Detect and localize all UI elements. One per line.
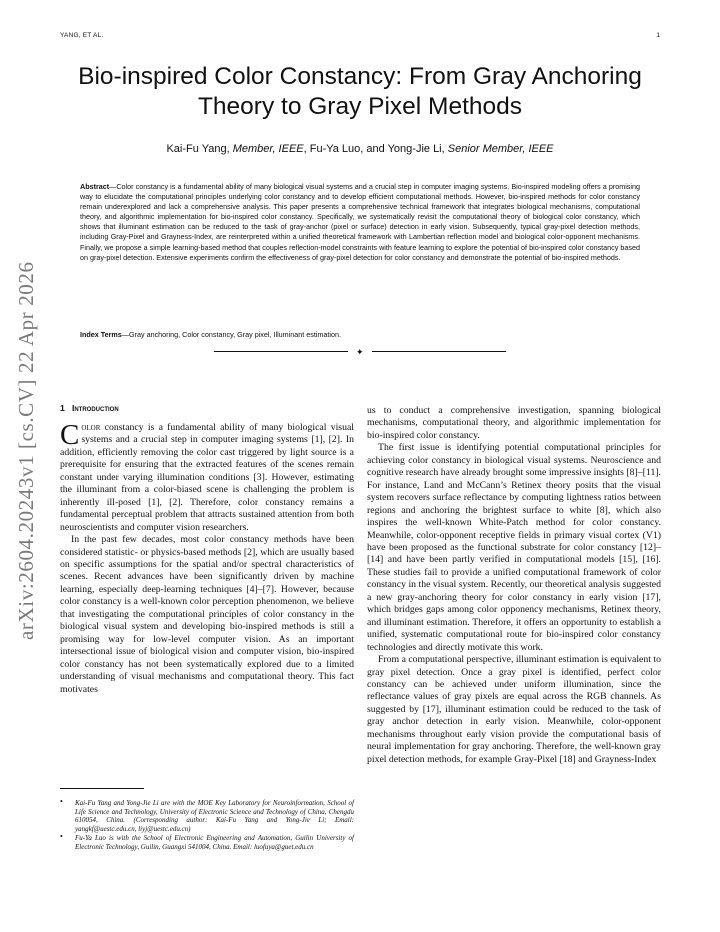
right-column bbox=[367, 405, 661, 766]
abstract-label: Abstract bbox=[80, 182, 110, 191]
left-column bbox=[60, 419, 354, 696]
author-1: Kai-Fu Yang, bbox=[166, 143, 233, 155]
footnote-text: Kai-Fu Yang and Yong-Jie Li are with the MOE Key Laboratory for Neuroinformation, School of Life Science and Technology, University of Electronic Science and Technology of China, Chengdu 610054, China. (Corresponding author: Kai-Fu Yang and Yong-Jie Li; Email: yangkf@uestc.edu.cn, liyj@uestc.edu.cn) bbox=[75, 799, 354, 833]
footnote-rule bbox=[60, 788, 144, 789]
index-terms-text: —Gray anchoring, Color constancy, Gray pixel, Illuminant estimation. bbox=[121, 330, 341, 339]
section-number: 1 bbox=[60, 403, 65, 413]
footnote-item bbox=[60, 799, 354, 833]
footnote-text: Fu-Ya Luo is with the School of Electronic Engineering and Automation, Guilin University of Electronic Technology, Guilin, Guangxi 541004, China. Email: luofuya@guet.edu.cn bbox=[75, 834, 354, 851]
intro-paragraph-1 bbox=[60, 419, 354, 534]
abstract-text: —Color constancy is a fundamental ability of many biological visual systems and a crucial step in computer imaging systems. Bio-inspired modeling offers a promising way to elucidate the computational principles underlying color constancy and to develop efficient computational methods. However, bio-inspired methods for color constancy remain underexplored and lack a comprehensive analysis. This paper presents a comprehensive technical framework that integrates biological mechanisms, computational theory, and algorithmic implementation for bio-inspired color constancy. Specifically, we systematically revisit the computational theory of biological color constancy, which shows that illuminant estimation can be reduced to the task of gray-anchor (pixel or surface) detection in early vision. Subsequently, typical gray-pixel detection methods, including Gray-Pixel and Grayness-Index, are reinterpreted within a unified theoretical framework with Lambertian reflection model and biological color-opponent mechanisms. Finally, we propose a simple learning-based method that couples reflection-model constraints with feature learning to explore the potential of bio-inspired color constancy based on gray-pixel detection. Extensive experiments confirm the effectiveness of gray-pixel detection for color constancy and demonstrate the potential of bio-inspired methods. bbox=[80, 182, 640, 262]
index-terms-label: Index Terms bbox=[80, 330, 122, 339]
abstract bbox=[80, 182, 640, 263]
right-paragraph-1: us to conduct a comprehensive investigation, spanning biological mechanisms, computational theory, and algorithmic implementation for bio-inspired color constancy. bbox=[367, 405, 661, 441]
page-number: 1 bbox=[656, 32, 660, 39]
intro-paragraph-1-text: constancy is a fundamental ability of many biological visual systems and a crucial step in computer imaging systems [1], [2]. In addition, efficiently removing the color cast triggered by light source is a prerequisite for ensuring that the extracted features of the scenes remain constant under varying illumination conditions [3]. However, estimating the illuminant from a color-biased scene is challenging the problem is inherently ill-posed [1], [2]. Therefore, color constancy remains a fundamental perceptual problem that attracts sustained attention from both neuroscientists and computer vision researchers. bbox=[60, 422, 354, 533]
author-line bbox=[60, 143, 660, 155]
drop-cap: C bbox=[60, 419, 80, 451]
footnote-item bbox=[60, 834, 354, 851]
drop-cap-continuation: olor bbox=[81, 422, 101, 433]
author-1-role: Member, IEEE bbox=[232, 143, 304, 155]
bullet-icon: • bbox=[60, 797, 63, 806]
footnotes bbox=[60, 799, 354, 852]
divider-line-right bbox=[372, 351, 506, 352]
section-heading bbox=[60, 403, 119, 413]
intro-paragraph-2: In the past few decades, most color constancy methods have been considered statistic- or physics-based methods [2], which are usually based on specific assumptions for the spatial and/or spectral characteristics of scenes. Recent advances have been significantly driven by machine learning, especially deep-learning techniques [4]–[7]. However, because color constancy is a well-known color perception phenomenon, we believe that investigating the computational principles of color constancy in the biological visual system and developing bio-inspired methods is still a promising way for low-level computer vision. As an important intersectional issue of biological vision and computer vision, bio-inspired color constancy has not been systematically explored due to a limited understanding of visual mechanisms and computational theory. This fact motivates bbox=[60, 534, 354, 695]
section-divider bbox=[214, 347, 506, 357]
author-2-3: , Fu-Ya Luo, and Yong-Jie Li, bbox=[303, 143, 448, 155]
section-title: Introduction bbox=[71, 403, 119, 413]
paper-title: Bio-inspired Color Constancy: From Gray Anchoring Theory to Gray Pixel Methods bbox=[78, 63, 642, 120]
index-terms bbox=[80, 330, 640, 340]
right-paragraph-2: The first issue is identifying potential computational principles for achieving color constancy in biological visual systems. Neuroscience and cognitive research have already brought some impressive insights [8]–[11]. For instance, Land and McCann’s Retinex theory posits that the visual system recovers surface reflectance by computing lightness ratios between regions and anchoring the brightest surface to white [8], which also inspires the well-known White-Patch method for color constancy. Meanwhile, color-opponent receptive fields in primary visual cortex (V1) have been proposed as the functional substrate for color constancy [12]–[14] and have been partly verified in computational models [15], [16]. These studies fail to provide a unified computational framework of color constancy in the visual system. Recently, our theoretical analysis suggested a new gray-anchoring theory for color constancy in early vision [17], which bridges gaps among color opponency mechanisms, Retinex theory, and illuminant estimation. Therefore, it offers an opportunity to establish a unified, systematic computational route for bio-inspired color constancy technologies and directly motivate this work. bbox=[367, 442, 661, 653]
arxiv-stamp: arXiv:2604.20243v1 [cs.CV] 22 Apr 2026 bbox=[14, 261, 38, 640]
divider-line-left bbox=[214, 351, 348, 352]
bullet-icon: • bbox=[60, 832, 63, 841]
author-3-role: Senior Member, IEEE bbox=[447, 143, 554, 155]
running-header: YANG, ET AL. bbox=[60, 32, 104, 39]
divider-diamond-icon: ✦ bbox=[356, 347, 364, 357]
right-paragraph-3: From a computational perspective, illuminant estimation is equivalent to gray pixel detection. Once a gray pixel is identified, perfect color constancy can be achieved under uniform illumination, since the reflectance values of gray pixels are equal across the RGB channels. As suggested by [17], illuminant estimation could be reduced to the task of gray anchor detection in early vision. Meanwhile, color-opponent mechanisms throughout early vision provide the computational basis of neural implementation for gray anchoring. Therefore, the well-known gray pixel detection methods, for example Gray-Pixel [18] and Grayness-Index bbox=[367, 654, 661, 765]
